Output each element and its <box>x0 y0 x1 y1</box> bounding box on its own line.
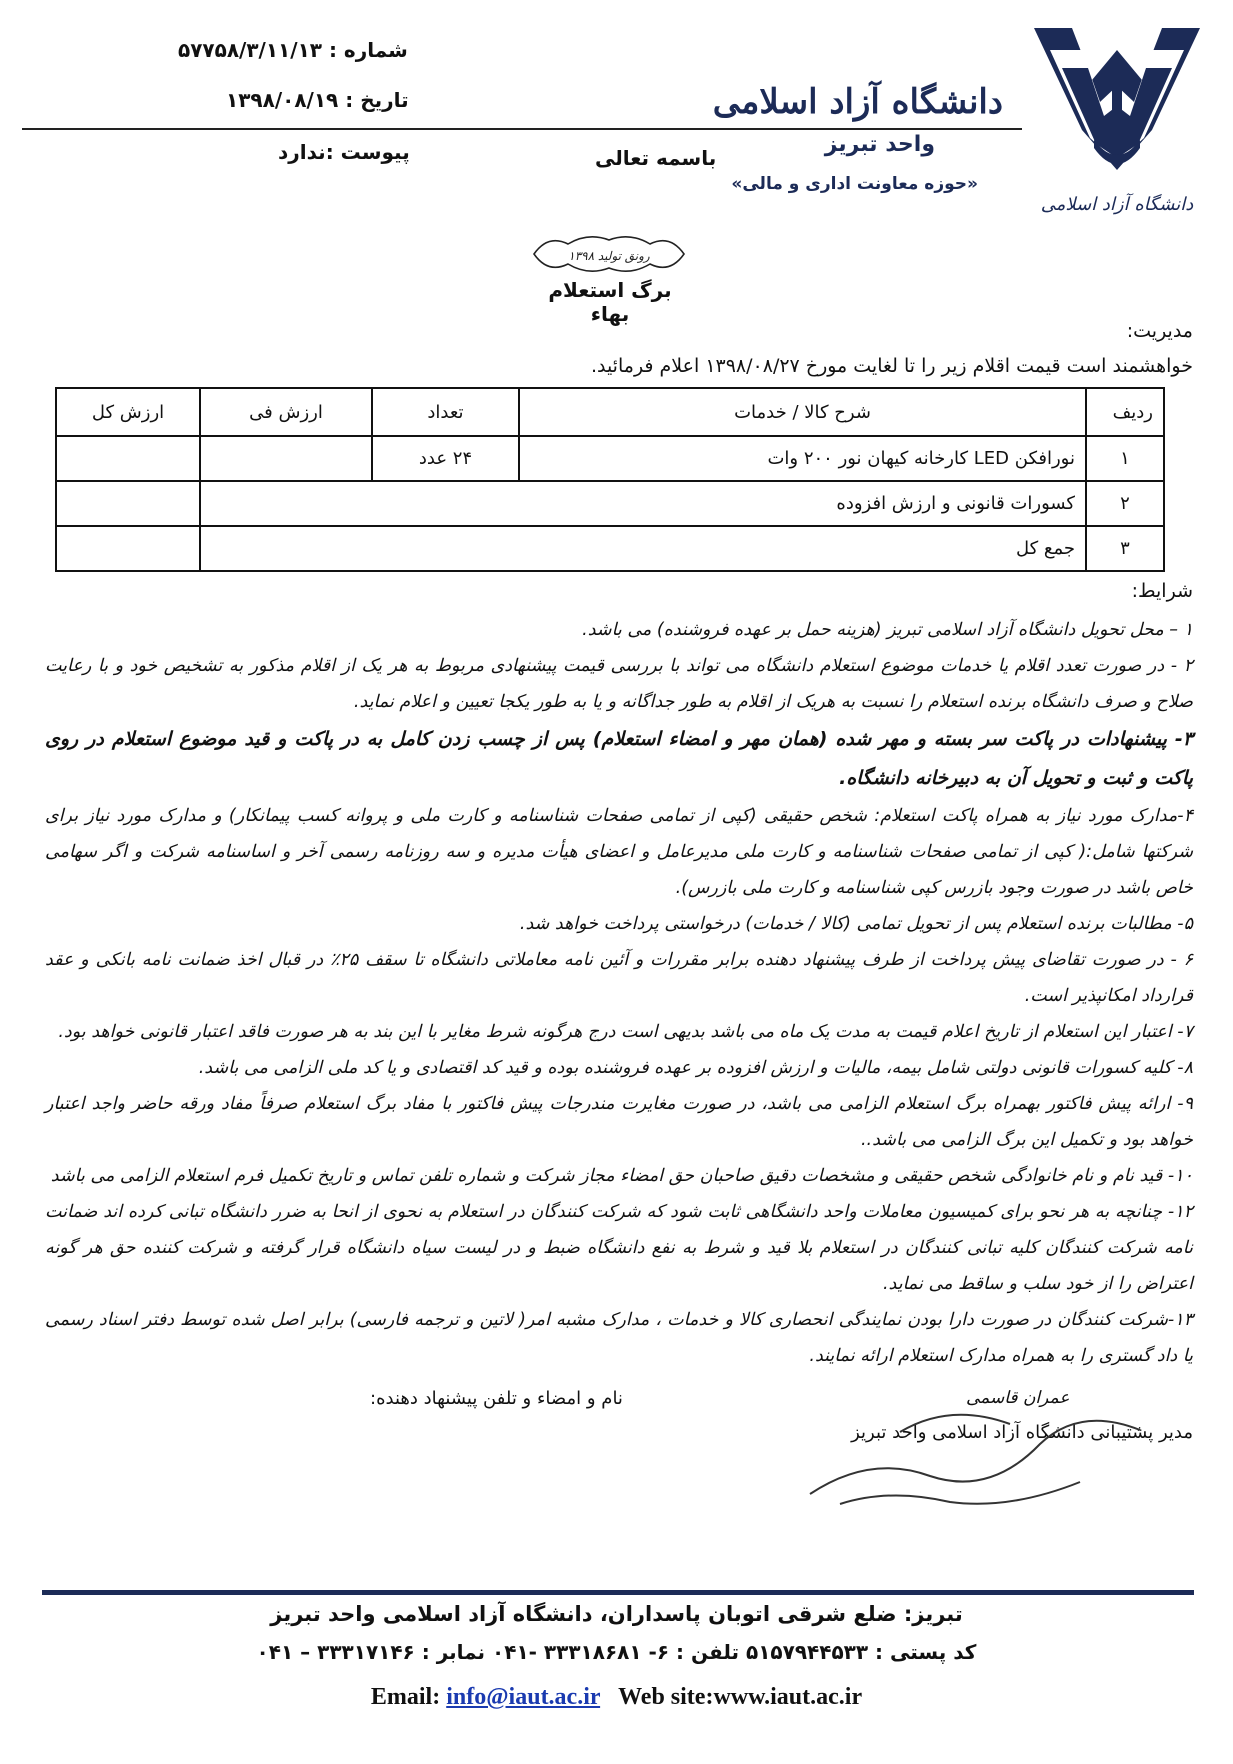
form-title: برگ استعلام بهاء <box>548 278 672 326</box>
management-label: مدیریت: <box>1126 320 1193 342</box>
attachment-value: ندارد <box>278 140 326 164</box>
condition-item: ۷- اعتبار این استعلام از تاریخ اعلام قیمت به مدت یک ماه می باشد بدیهی است درج هرگونه شرط مغایر با این بند به هر صورت فاقد اعتبار قانونی خواهد بود. <box>58 1022 1193 1042</box>
number-label: شماره : <box>328 38 408 62</box>
footer-contact: کد پستی : ۵۱۵۷۹۴۴۵۳۳ تلفن : ۶- ۳۳۳۱۸۶۸۱ -۰۴۱ نمابر : ۳۳۳۱۷۱۴۶ – ۰۴۱ <box>256 1640 977 1664</box>
condition-item: ۱۲- چنانچه به هر نحو برای کمیسیون معاملات واحد دانشگاهی ثابت شود که شرکت کنندگان در استعلام به نحوی از انحا به ضرر دانشگاه تبانی کرده اند ضمانت نامه شرکت کنندگان کلیه تبانی کنندگان در استعلام بلا قید و شرط به نفع دانشگاه ضبط و در لیست سیاه دانشگاه قرار گرفته و شرکت کننده حق هر گونه اعتراض را از خود سلب و ساقط می نماید. <box>45 1202 1193 1294</box>
condition-item: ۹- ارائه پیش فاکتور بهمراه برگ استعلام الزامی می باشد، در صورت مغایرت مندرجات پیش فاکتور با مفاد برگ استعلام صرفاً مفاد ورقه حاضر واجد اعتبار خواهد بود و تکمیل این برگ الزامی می باشد.. <box>45 1094 1193 1150</box>
footer-address: تبریز: ضلع شرقی اتوبان پاسداران، دانشگاه آزاد اسلامی واحد تبریز <box>270 1602 963 1626</box>
condition-item: ۱۳-شرکت کنندگان در صورت دارا بودن نمایندگی انحصاری کالا و خدمات ، مدارک مشبه امر( لاتین و ترجمه فارسی) برابر اصل شده توسط دفتر اسناد رسمی یا داد گستری را به همراه مدارک استعلام ارائه نمایند. <box>45 1310 1193 1366</box>
row-total <box>56 526 200 571</box>
header-unit-price: ارزش فی <box>200 388 372 436</box>
table-row <box>56 481 1164 526</box>
signer-name: عمران قاسمی <box>966 1388 1070 1408</box>
header-quantity: تعداد <box>372 388 519 436</box>
header-row-num: ردیف <box>1086 388 1164 436</box>
signer-title: مدیر پشتیبانی دانشگاه آزاد اسلامی واحد تبریز <box>851 1422 1193 1443</box>
row-number: ۱ <box>1086 436 1164 481</box>
footer-divider <box>42 1590 1194 1595</box>
date-value: ۱۳۹۸/۰۸/۱۹ <box>226 88 339 112</box>
university-logo <box>1032 20 1202 235</box>
table-row <box>56 526 1164 571</box>
header-total: ارزش کل <box>56 388 200 436</box>
condition-item: ۵- مطالبات برنده استعلام پس از تحویل تمامی (کالا / خدمات) درخواستی پرداخت خواهد شد. <box>519 914 1193 934</box>
condition-item: ۶ - در صورت تقاضای پیش پرداخت از طرف پیشنهاد دهنده برابر مقررات و آئین نامه معاملاتی دانشگاه تا سقف ۲۵٪ در قبال اخذ ضمانت نامه بانکی و عقد قرارداد امکانپذیر است. <box>45 950 1194 1006</box>
unit-name: واحد تبریز <box>824 132 935 157</box>
row-unit-price <box>200 436 372 481</box>
svg-text:دانشگاه آزاد اسلامی: دانشگاه آزاد اسلامی <box>1040 194 1194 215</box>
ornament-emblem <box>528 230 690 278</box>
table-row <box>56 436 1164 481</box>
email-label: Email: <box>370 1684 441 1710</box>
ornament-text: رونق تولید ۱۳۹۸ <box>568 249 650 263</box>
letter-number <box>178 38 408 62</box>
row-description: نورافکن LED کارخانه کیهان نور ۲۰۰ وات <box>519 436 1086 481</box>
header-divider <box>22 128 1022 130</box>
letter-attachment <box>278 140 410 164</box>
condition-item: ۳- پیشنهادات در پاکت سر بسته و مهر شده (همان مهر و امضاء استعلام) پس از چسب زدن کامل به در پاکت و قید موضوع استعلام در روی پاکت و ثبت و تحویل آن به دبیرخانه دانشگاه. <box>45 728 1193 789</box>
row-quantity: ۲۴ عدد <box>372 436 519 481</box>
condition-item: ۱۰- قید نام و نام خانوادگی شخص حقیقی و مشخصات دقیق صاحبان حق امضاء مجاز شرکت و شماره تلفن تماس و تاریخ تکمیل فرم استعلام الزامی می باشد <box>50 1166 1193 1186</box>
row-number: ۳ <box>1086 526 1164 571</box>
items-table <box>55 387 1165 572</box>
table-header-row <box>56 388 1164 436</box>
row-number: ۲ <box>1086 481 1164 526</box>
number-value: ۵۷۷۵۸/۳/۱۱/۱۳ <box>178 38 322 62</box>
conditions-title: شرایط: <box>1131 580 1193 602</box>
department-name: «حوزه معاونت اداری و مالی» <box>731 174 978 194</box>
condition-item: ۲ - در صورت تعدد اقلام یا خدمات موضوع استعلام دانشگاه می تواند با بررسی قیمت پیشنهادی مربوط به هر یک از اقلام مذکور به تشخیص خود و با رعایت صلاح و صرف دانشگاه برنده استعلام را نسبت به هریک از اقلام به طور جداگانه و یا به طور یکجا تعیین و اعلام نماید. <box>45 656 1193 712</box>
email-link[interactable]: info@iaut.ac.ir <box>446 1684 601 1710</box>
condition-item: ۱ – محل تحویل دانشگاه آزاد اسلامی تبریز (هزینه حمل بر عهده فروشنده) می باشد. <box>582 620 1193 640</box>
signature-scribble <box>780 1384 1170 1514</box>
condition-item: ۸- کلیه کسورات قانونی دولتی شامل بیمه، مالیات و ارزش افزوده بر عهده فروشنده بوده و قید کد اقتصادی و یا کد ملی الزامی می باشد. <box>198 1058 1193 1078</box>
row-description: جمع کل <box>200 526 1086 571</box>
row-total <box>56 436 200 481</box>
footer-web <box>0 1684 1233 1711</box>
date-label: تاریخ : <box>345 88 409 112</box>
row-total <box>56 481 200 526</box>
condition-item: ۴-مدارک مورد نیاز به همراه پاکت استعلام: شخص حقیقی (کپی از تمامی صفحات شناسنامه و کارت ملی و پروانه کسب پیمانکار) و مدارک مورد نیاز برای شرکتها شامل:( کپی از تمامی صفحات شناسنامه و کارت ملی مدیرعامل و اعضای هیأت مدیره و سه روزنامه رسمی آخر و اساسنامه شرکت و اگر سهامی خاص باشد در صورت وجود بازرس کپی شناسنامه و کارت ملی بازرس). <box>45 806 1193 898</box>
request-text: خواهشمند است قیمت اقلام زیر را تا لغایت مورخ ۱۳۹۸/۰۸/۲۷ اعلام فرمائید. <box>590 355 1193 377</box>
basmala: باسمه تعالی <box>595 146 717 170</box>
row-description: کسورات قانونی و ارزش افزوده <box>200 481 1086 526</box>
attachment-label: پیوست : <box>325 140 410 164</box>
bidder-signature-label: نام و امضاء و تلفن پیشنهاد دهنده: <box>370 1388 623 1409</box>
website-link[interactable]: www.iaut.ac.ir <box>713 1684 863 1710</box>
website-label: Web site: <box>618 1684 714 1710</box>
header-description: شرح کالا / خدمات <box>519 388 1086 436</box>
university-name: دانشگاه آزاد اسلامی <box>712 82 1003 122</box>
letter-date <box>226 88 409 112</box>
